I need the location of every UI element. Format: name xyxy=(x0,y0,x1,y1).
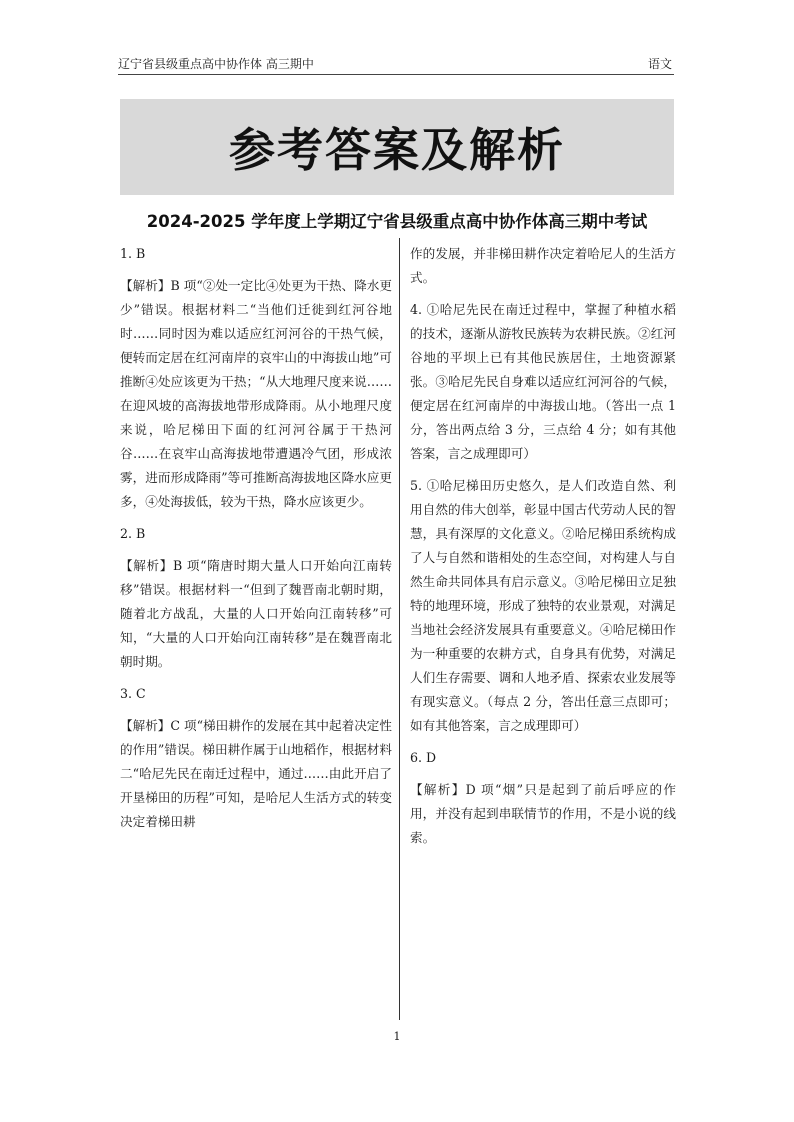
page-title: 参考答案及解析 xyxy=(229,123,565,177)
answer-explanation: 【解析】C 项“梯田耕作的发展在其中起着决定性的作用”错误。梯田耕作属于山地稻作，根据材料二“哈尼先民在南迁过程中，通过……由此开启了开垦梯田的历程”可知，是哈尼人生活方式的转变决定着梯田耕 xyxy=(120,718,392,829)
page-header xyxy=(118,52,674,75)
answer-explanation: 5. ①哈尼梯田历史悠久，是人们改造自然、利用自然的伟大创举，彰显中国古代劳动人民的智慧，具有深厚的文化意义。②哈尼梯田系统构成了人与自然和谐相处的生态空间，对构建人与自然生命共同体具有启示意义。③哈尼梯田立足独特的地理环境，形成了独特的农业景观，对满足当地社会经济发展具有重要意义。④哈尼梯田作为一种重要的农耕方式，自身具有优势，对满足人们生存需要、调和人地矛盾、探索农业发展等有现实意义。（每点 2 分，答出任意三点即可；如有其他答案，言之成理即可） xyxy=(410,478,676,733)
title-banner xyxy=(120,99,674,195)
page-number: 1 xyxy=(393,1030,401,1043)
header-subject: 语文 xyxy=(647,57,672,71)
right-column xyxy=(410,242,676,858)
exam-subtitle: 2024-2025 学年度上学期辽宁省县级重点高中协作体高三期中考试 xyxy=(146,212,648,231)
answer-explanation: 作的发展，并非梯田耕作决定着哈尼人的生活方式。 xyxy=(410,246,676,285)
answer-explanation: 【解析】B 项“隋唐时期大量人口开始向江南转移”错误。根据材料一“但到了魏晋南北朝时期，随着北方战乱，大量的人口开始向江南转移”可知，“大量的人口开始向江南转移”是在魏晋南北朝时期。 xyxy=(120,558,392,669)
left-column xyxy=(120,242,392,842)
column-divider xyxy=(399,238,400,1020)
answer-explanation: 4. ①哈尼先民在南迁过程中，掌握了种植水稻的技术，逐渐从游牧民族转为农耕民族。②红河谷地的平坝上已有其他民族居住，土地资源紧张。③哈尼先民自身难以适应红河河谷的气候，便定居在红河南岸的中海拔山地。（答出一点 1 分，答出两点给 3 分，三点给 4 分；如有其他答案，言之成理即可） xyxy=(410,302,676,461)
question-number: 6. D xyxy=(410,750,437,765)
question-number: 3. C xyxy=(120,686,146,701)
answer-explanation: 【解析】D 项“烟”只是起到了前后呼应的作用，并没有起到串联情节的作用，不是小说的线索。 xyxy=(410,782,676,845)
question-number: 2. B xyxy=(120,526,146,541)
question-number: 1. B xyxy=(120,246,146,261)
answer-explanation: 【解析】B 项“②处一定比④处更为干热、降水更少”错误。根据材料二“当他们迁徙到红河谷地时……同时因为难以适应红河河谷的干热气候，便转而定居在红河南岸的哀牢山的中海拔山地”可推断④处应该更为干热；“从大地理尺度来说……在迎风坡的高海拔地带形成降雨。从小地理尺度来说，哈尼梯田下面的红河河谷属于干热河谷……在哀牢山高海拔地带遭遇冷气团，形成浓雾，进而形成降雨”等可推断高海拔地区降水应更多，④处海拔低，较为干热，降水应该更少。 xyxy=(120,278,392,509)
header-exam-name: 辽宁省县级重点高中协作体 高三期中 xyxy=(118,57,314,71)
